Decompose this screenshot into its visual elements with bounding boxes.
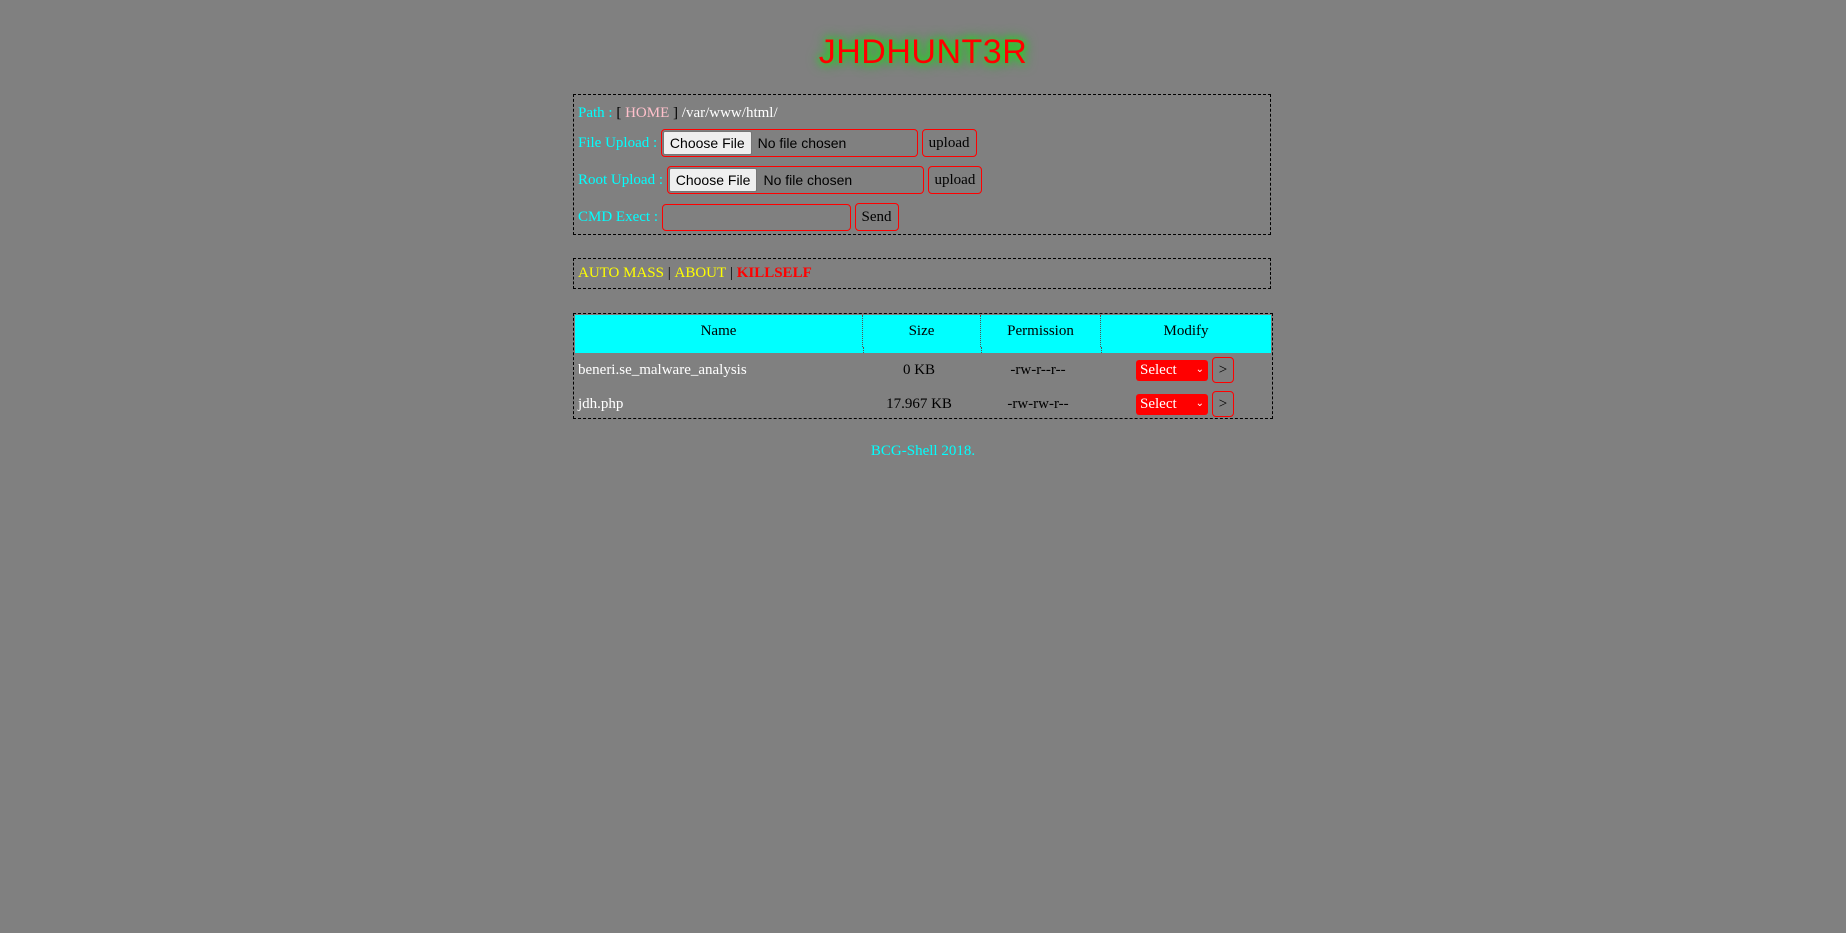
menu-separator: | [667, 265, 671, 281]
modify-cell [1098, 353, 1272, 387]
cmd-label: CMD Exect : [578, 208, 658, 225]
path-separator: / [773, 105, 778, 121]
table-row [574, 353, 1272, 387]
menu-separator: | [729, 265, 733, 281]
path-bar [578, 105, 778, 122]
table-header [575, 315, 1271, 347]
menu-bar [573, 258, 1271, 289]
column-header-modify: Modify [1163, 323, 1209, 339]
go-button[interactable]: > [1212, 391, 1234, 417]
root-upload-row [578, 166, 982, 194]
path-separator: / [681, 105, 686, 121]
file-upload-choose-button[interactable]: Choose File [663, 131, 752, 155]
chevron-down-icon: ⌄ [1195, 364, 1204, 375]
column-header-permission: Permission [981, 315, 1101, 347]
killself-link[interactable]: KILLSELF [736, 265, 812, 281]
root-upload-button[interactable]: upload [928, 166, 983, 194]
file-upload-button[interactable]: upload [922, 129, 977, 157]
path-home-link[interactable]: HOME [625, 105, 670, 121]
file-name-link[interactable]: jdh.php [578, 396, 624, 412]
file-permission: -rw-rw-r-- [1007, 396, 1069, 412]
path-separator: / [705, 105, 710, 121]
root-upload-status: No file chosen [763, 172, 853, 188]
go-button[interactable]: > [1212, 357, 1234, 383]
file-upload-status: No file chosen [757, 135, 847, 151]
file-upload-row [578, 129, 977, 157]
page-title: JHDHUNT3R [818, 33, 1028, 71]
action-select-value: Select [1140, 396, 1177, 412]
root-upload-input[interactable] [667, 166, 924, 194]
path-label: Path : [578, 105, 613, 121]
table-row [574, 387, 1272, 421]
menu-links [578, 265, 812, 282]
column-header-size: Size [863, 315, 981, 347]
cmd-row [578, 203, 899, 231]
path-segment-var[interactable]: var [685, 105, 706, 121]
path-segment-www[interactable]: www [709, 105, 742, 121]
control-panel [573, 94, 1271, 235]
footer-text: BCG-Shell 2018. [870, 443, 976, 459]
file-upload-input[interactable] [661, 129, 918, 157]
auto-mass-link[interactable]: AUTO MASS [578, 265, 664, 281]
action-select[interactable] [1136, 394, 1208, 415]
file-permission: -rw-r--r-- [1010, 362, 1066, 378]
path-open-bracket: [ [616, 105, 622, 121]
action-select-value: Select [1140, 362, 1177, 378]
column-header-name: Name [575, 315, 863, 347]
action-select[interactable] [1136, 360, 1208, 381]
chevron-down-icon: ⌄ [1195, 398, 1204, 409]
path-separator: / [741, 105, 746, 121]
path-close-bracket: ] [673, 105, 679, 121]
file-upload-label: File Upload : [578, 134, 658, 151]
file-size: 17.967 KB [886, 396, 952, 412]
about-link[interactable]: ABOUT [674, 265, 727, 281]
root-upload-label: Root Upload : [578, 171, 663, 188]
root-upload-choose-button[interactable]: Choose File [669, 168, 758, 192]
modify-cell [1098, 387, 1272, 421]
cmd-input[interactable] [662, 204, 851, 231]
path-segment-html[interactable]: html [745, 105, 774, 121]
cmd-send-button[interactable]: Send [855, 203, 899, 231]
file-size: 0 KB [902, 362, 936, 378]
file-name-link[interactable]: beneri.se_malware_analysis [578, 362, 747, 378]
file-table [573, 313, 1273, 419]
